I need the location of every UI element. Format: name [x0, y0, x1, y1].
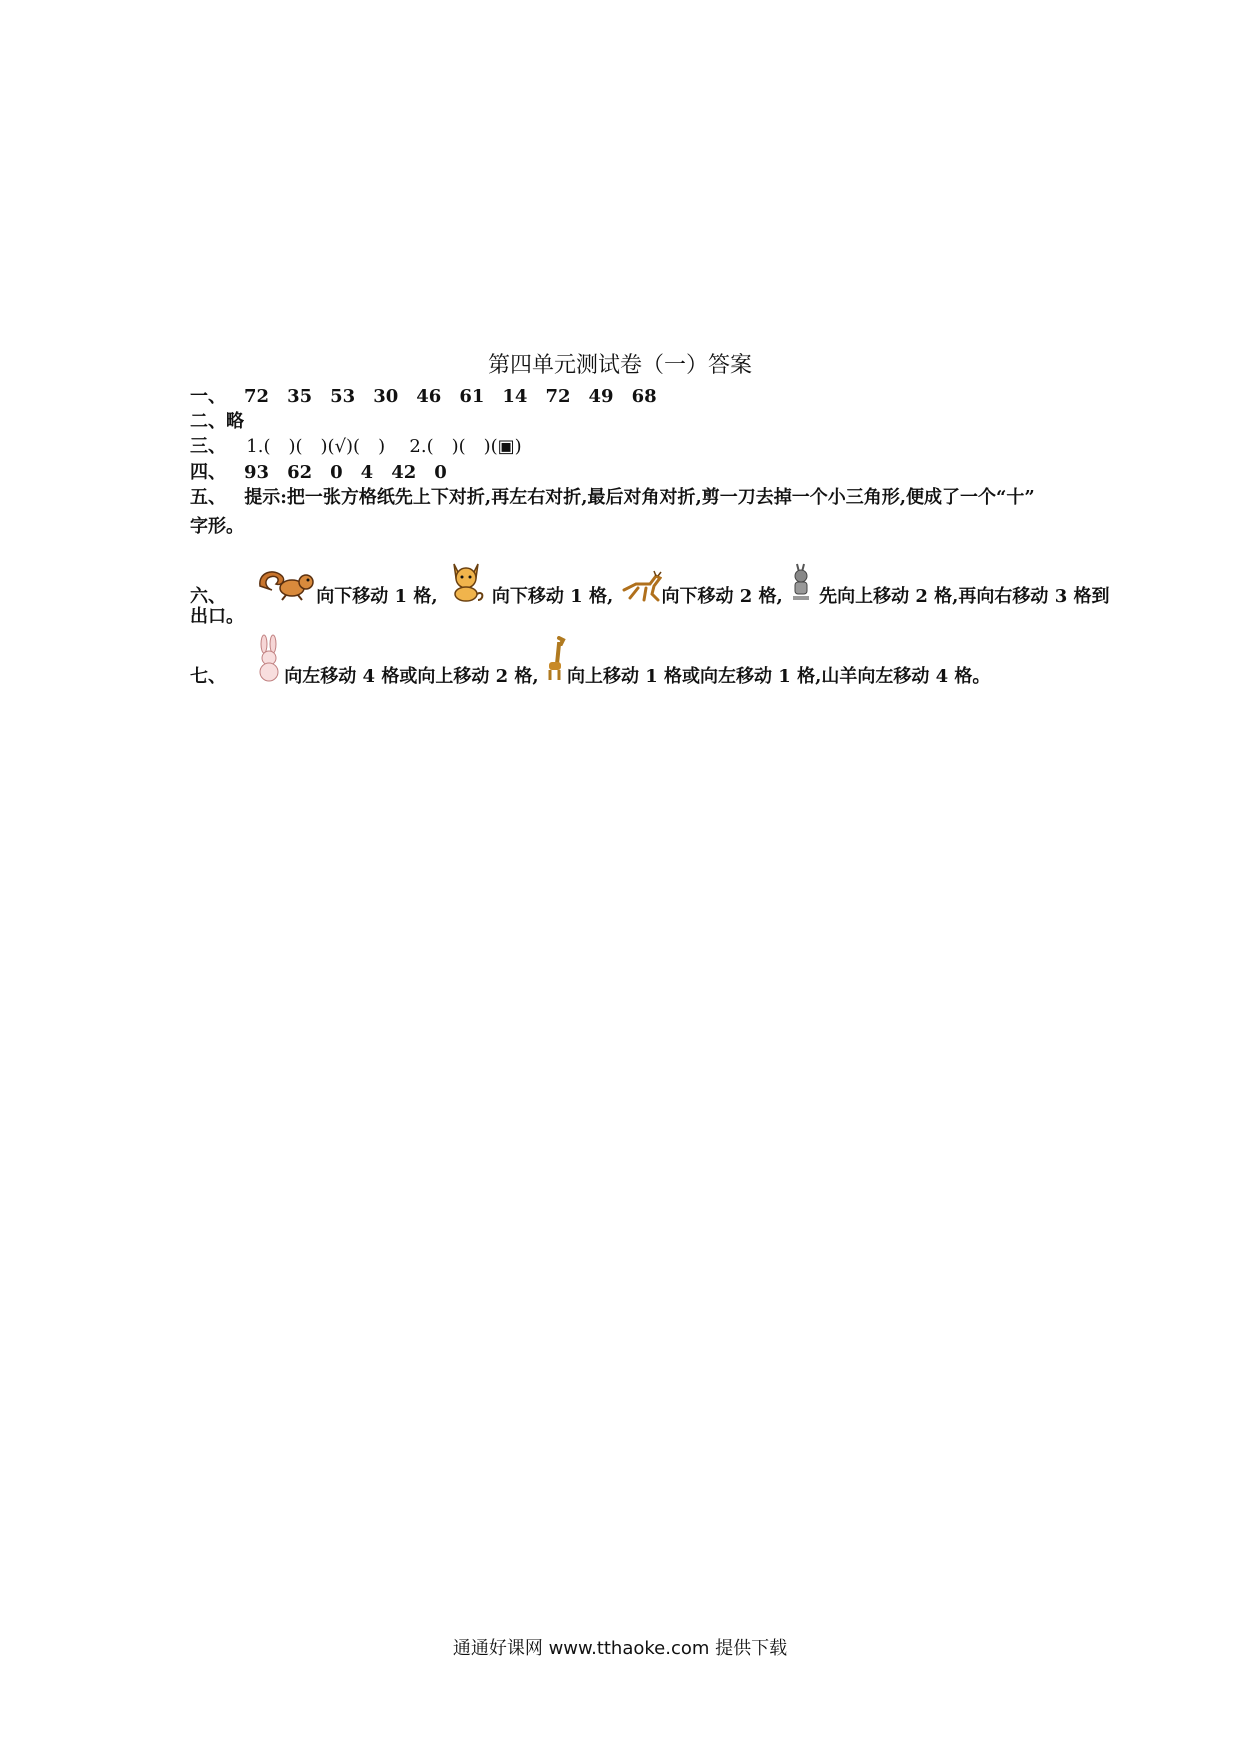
answer-1-value: 72 — [545, 386, 571, 407]
answer-1-value: 61 — [459, 386, 485, 407]
donkey-icon — [789, 562, 813, 615]
answer-4-value: 0 — [330, 462, 343, 483]
answer-6-seg3: 向下移动 2 格, — [661, 586, 783, 607]
answer-1-value: 53 — [330, 386, 356, 407]
answer-1 — [190, 382, 657, 408]
answer-1-value: 30 — [373, 386, 399, 407]
answer-1-value: 35 — [287, 386, 313, 407]
answer-6-seg1: 向下移动 1 格, — [316, 586, 438, 607]
answer-6 — [190, 560, 1110, 607]
answer-7-label: 七、 — [190, 666, 226, 687]
answer-1-value: 72 — [244, 386, 270, 407]
rabbit-icon — [254, 634, 284, 701]
cat-icon — [446, 560, 486, 615]
answer-1-value: 49 — [588, 386, 614, 407]
giraffe-icon — [545, 636, 567, 701]
answer-6-continued: 出口。 — [190, 606, 244, 627]
squirrel-icon — [256, 566, 316, 615]
answer-6-seg2: 向下移动 1 格, — [491, 586, 614, 607]
answer-3-label: 三、 — [190, 436, 226, 457]
answer-5-continued: 字形。 — [190, 516, 244, 537]
answer-7-seg2: 向上移动 1 格或向左移动 1 格,山羊向左移动 4 格。 — [566, 666, 991, 687]
answer-5 — [190, 483, 1035, 509]
answer-4-label: 四、 — [190, 462, 226, 483]
answer-4-value: 62 — [287, 462, 313, 483]
answer-3-part2: 2.( )( )(▣) — [409, 436, 522, 457]
footer-source: 通通好课网 www.tthaoke.com 提供下载 — [452, 1638, 788, 1659]
answer-3-part1: 1.( )( )(√)( ) — [246, 436, 386, 457]
deer-icon — [620, 570, 662, 615]
page-title: 第四单元测试卷（一）答案 — [487, 353, 752, 378]
answer-6-label: 六、 — [190, 586, 226, 607]
answer-7-seg1: 向左移动 4 格或向上移动 2 格, — [284, 666, 539, 687]
answer-5-label: 五、 — [190, 487, 226, 508]
answer-6-seg4: 先向上移动 2 格,再向右移动 3 格到 — [819, 586, 1110, 607]
answer-3 — [190, 432, 522, 458]
answer-1-value: 46 — [416, 386, 442, 407]
answer-4-value: 0 — [434, 462, 447, 483]
answer-4-value: 4 — [360, 462, 374, 483]
answer-1-label: 一、 — [190, 386, 226, 407]
answer-1-value: 68 — [631, 386, 657, 407]
answer-4-value: 93 — [244, 462, 270, 483]
answer-2: 二、略 — [190, 411, 244, 432]
answer-5-text: 提示:把一张方格纸先上下对折,再左右对折,最后对角对折,剪一刀去掉一个小三角形,便成了一个“十” — [244, 487, 1035, 508]
answer-4 — [190, 458, 447, 484]
answer-7 — [190, 634, 991, 687]
answer-4-value: 42 — [391, 462, 417, 483]
answer-1-value: 14 — [502, 386, 528, 407]
